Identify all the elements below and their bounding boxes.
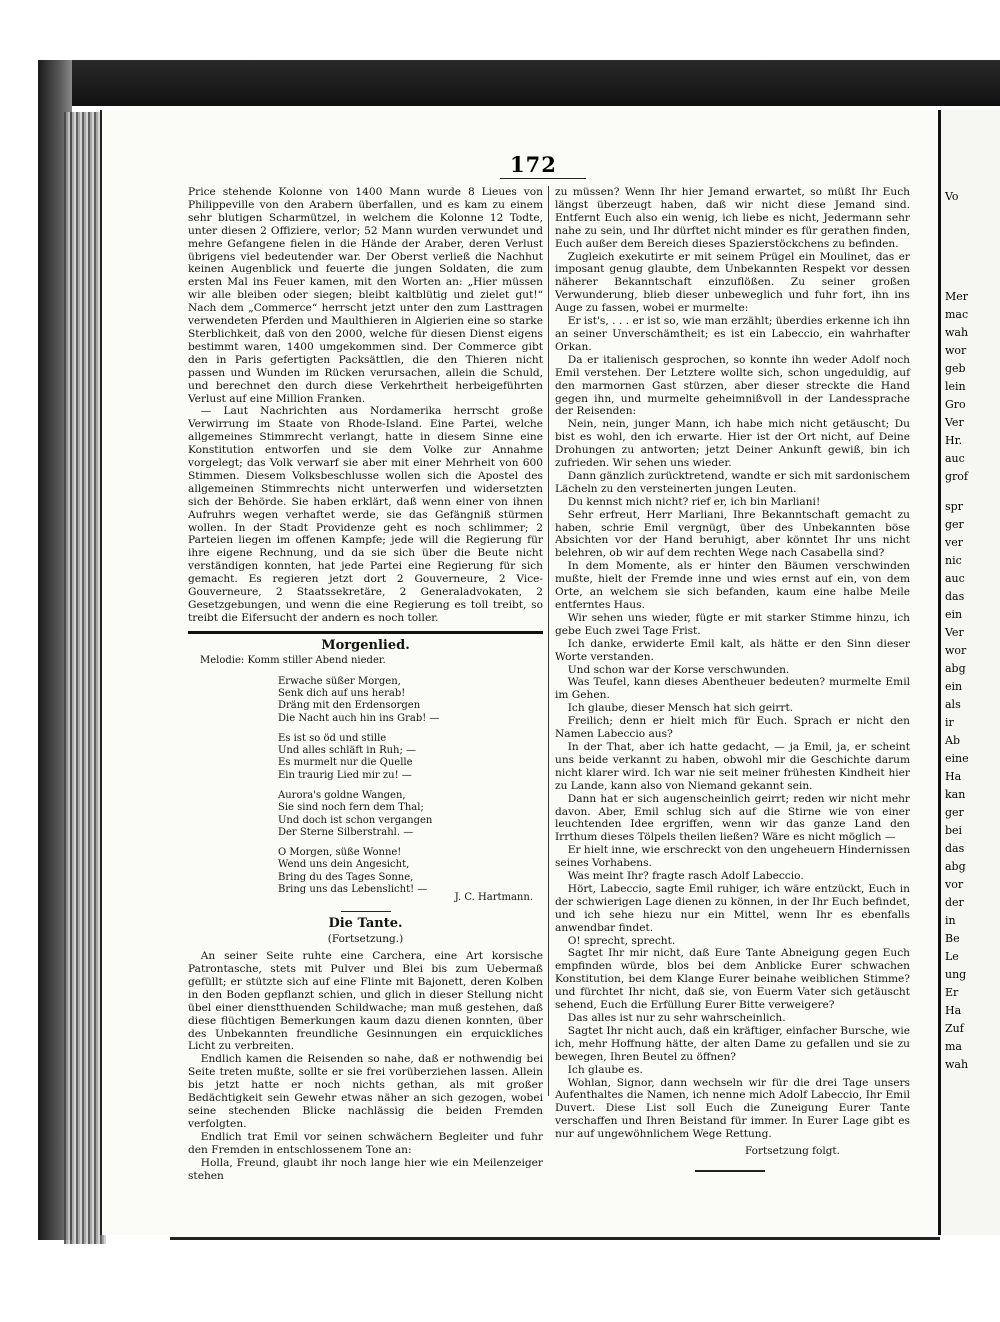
facing-page-fragment: ver bbox=[945, 536, 963, 549]
facing-page-fragment: das bbox=[945, 590, 965, 603]
facing-page-fragment: wor bbox=[945, 344, 967, 357]
story-paragraph: Du kennst mich nicht? rief er, ich bin Marliani! bbox=[567, 495, 821, 508]
continuation-note: Fortsetzung folgt. bbox=[744, 1145, 840, 1158]
facing-page-fragment: bei bbox=[945, 824, 963, 837]
news-paragraph: — Laut Nachrichten aus Nordamerika herrscht große Verwirrung im Staate von Rhode-Island. Eine Partei, welche allgemeines Stimmrecht verlangt, hatte in diesem Sinne eine Konstitution entworfen und sie dem Volke zur Annahme vorgelegt; das Volk verwarf sie aber mit einer Mehrheit von 600 Stimmen. Diesem Volksbeschlusse wollen sich die Apostel des allgemeinen Stimmrechts nicht unterwerfen und widersetzten sich der Behörde. Sie haben erklärt, daß wenn einer von ihnen Aufruhrs wegen verhaftet werde, sie das Gefängniß stürmen wollen. In der Stadt Providenze geht es noch schlimmer; 2 Parteien liegen im offenen Kampfe; jede will die Regierung für ihre eigene Rechnung, und da sie sich über die Beute nicht verständigen konnten, hat jede Partei eine Regierung für sich gemacht. Es regieren jetzt dort 2 Gouverneure, 2 Vice-Gouverneure, 2 Staatssekretäre, 2 Generaladvokaten, 2 Gesetzgebungen, und wenn die eine Regierung es toll treibt, so treibt die Eifersucht der andern es noch toller. bbox=[188, 405, 543, 624]
facing-page-fragment: Ver bbox=[945, 416, 964, 429]
facing-page-fragment: ein bbox=[945, 680, 963, 693]
page-bottom-border bbox=[170, 1237, 940, 1240]
page-number-rule bbox=[500, 178, 586, 179]
poem-line: Bring uns das Lebenslicht! — bbox=[278, 884, 428, 896]
facing-page-fragment: kan bbox=[945, 788, 966, 801]
facing-page-fragment: in bbox=[945, 914, 956, 927]
story-paragraph: Endlich trat Emil vor seinen schwächern Begleiter und fuhr den Fremden in entschlossenem Tone an: bbox=[188, 1130, 543, 1156]
poem-line: Und alles schläft in Ruh; — bbox=[278, 745, 417, 757]
story-paragraph: Das alles ist nur zu sehr wahrscheinlich. bbox=[567, 1012, 786, 1024]
section-divider bbox=[188, 631, 543, 634]
story-paragraph: Nein, nein, junger Mann, ich habe mich nicht getäuscht; Du bist es wohl, den ich erwarte. Hier ist der Ort nicht, auf Deine Drohungen zu antworten; jetzt Deiner Ankunft gewiß, bin ich zufrieden. Wir sehen uns wieder. bbox=[555, 418, 910, 470]
facing-page-fragment: Ab bbox=[945, 734, 960, 747]
story-paragraph: zu müssen? Wenn Ihr hier Jemand erwartet, so müßt Ihr Euch längst überzeugt haben, daß wir nicht diese Jemand sind. Entfernt Euch also ein wenig, ich liebe es nicht, Jedermann sehr nahe zu sein, und Ihr dürftet nicht minder es für gerathen finden, Euch außer dem Bereich dieses Spazierstöckchens zu befinden. bbox=[555, 186, 910, 250]
story-paragraph: Dann hat er sich augenscheinlich geirrt; reden wir nicht mehr davon. Aber, Emil schlug sich auf die Stirne wie von einer leuchtenden Idee ergriffen, wenn wir das ganze Land den Irrthum dieses Tölpels theilen ließen? Wäre es nicht möglich — bbox=[555, 792, 910, 844]
story-paragraph: Er hielt inne, wie erschreckt von den ungeheuern Hindernissen seines Vorhabens. bbox=[555, 844, 911, 870]
facing-page-fragment: auc bbox=[945, 572, 965, 585]
story-paragraph: Ich danke, erwiderte Emil kalt, als hätte er den Sinn dieser Worte verstanden. bbox=[555, 637, 910, 663]
story-title: Die Tante. bbox=[328, 916, 403, 932]
facing-page-fragment: ein bbox=[945, 608, 963, 621]
facing-page-fragment: wah bbox=[945, 326, 969, 339]
page-number: 172 bbox=[510, 152, 557, 177]
facing-page-fragment: ger bbox=[945, 806, 964, 819]
story-paragraph: Wir sehen uns wieder, fügte er mit starker Stimme hinzu, ich gebe Euch zwei Tage Frist. bbox=[555, 611, 910, 637]
facing-page-fragment: abg bbox=[945, 662, 966, 675]
facing-page-fragment: ir bbox=[945, 716, 954, 729]
news-paragraph: Price stehende Kolonne von 1400 Mann wurde 8 Lieues von Philippeville von den Arabern überfallen, und es kam zu einem sehr blutigen Scharmützel, in welchem die Kolonne 12 Todte, unter diesen 2 Offiziere, verlor; 52 Mann wurden verwundet und mehre Gefangene fielen in die Hände der Araber, deren Verlust übrigens viel bedeutender war. Der Oberst verließ die Nachhut keinen Augenblick und feuerte die jungen Soldaten, die zum ersten Mal ins Feuer kamen, mit den Worten an: „Hier müssen wir alle bleiben oder siegen; bleibt kaltblütig und zielet gut!“ Nach dem „Commerce“ herrscht jetzt unter den zum Lasttragen verwendeten Pferden und Maulthieren in Algierien eine so starke Sterblichkeit, daß von den 2000, welche für diesen Dienst eigens bestimmt waren, 1400 umgekommen sind. Der Commerce gibt den in Paris gefertigten Packsättlen, die den Thieren nicht passen und Wunden im Rücken verursachen, allein die Schuld, und berechnet den durch diese Verkehrtheit herbeigeführten Verlust auf eine Million Franken. bbox=[188, 186, 543, 405]
facing-page-edge bbox=[938, 110, 1000, 1235]
story-paragraph: Zugleich exekutirte er mit seinem Prügel ein Moulinet, das er imposant genug glaubte, dem Unbekannten Respekt vor dessen näherer Bekanntschaft einzuflößen. Zu seiner großen Verwunderung, blieb dieser unbeweglich und fuhr fort, ihn ins Auge zu fassen, wobei er murmelte: bbox=[555, 250, 910, 315]
story-paragraph: Hört, Labeccio, sagte Emil ruhiger, ich wäre entzückt, Euch in der schwierigen Lage dienen zu können, in der Ihr Euch befindet, und ich sehe hiezu nur ein Mittel, wenn Ihr es ebenfalls anwendbar findet. bbox=[555, 882, 910, 934]
poem-line: Ein traurig Lied mir zu! — bbox=[278, 769, 412, 781]
poem-line: Es murmelt nur die Quelle bbox=[278, 757, 413, 769]
facing-page-fragment: geb bbox=[945, 362, 966, 375]
poem-melody: Melodie: Komm stiller Abend nieder. bbox=[200, 654, 386, 666]
facing-page-fragment: ger bbox=[945, 518, 964, 531]
column-divider bbox=[548, 186, 549, 1096]
facing-page-fragment: eine bbox=[945, 752, 969, 765]
facing-page-fragment: mac bbox=[945, 308, 969, 321]
poem-line: Und doch ist schon vergangen bbox=[278, 814, 433, 826]
story-paragraph: Und schon war der Korse verschwunden. bbox=[567, 663, 790, 676]
poem-line: Aurora's goldne Wangen, bbox=[278, 790, 406, 801]
left-column bbox=[188, 186, 543, 1182]
poem-author: J. C. Hartmann. bbox=[454, 892, 533, 904]
facing-page-fragment: vor bbox=[945, 878, 964, 891]
story-paragraph: Holla, Freund, glaubt ihr noch lange hier wie ein Meilenzeiger stehen bbox=[188, 1156, 543, 1182]
facing-page-fragment: der bbox=[945, 896, 964, 909]
poem-line: Sie sind noch fern dem Thal; bbox=[278, 802, 424, 814]
story-paragraph: Sehr erfreut, Herr Marliani, Ihre Bekanntschaft gemacht zu haben, schrie Emil vergnügt, über des Unbekannten böse Absichten vor der Hand beruhigt, aber könntet Ihr uns nicht belehren, ob wir auf dem rechten Wege nach Casabella sind? bbox=[555, 508, 910, 560]
poem-line: Wend uns dein Angesicht, bbox=[278, 859, 410, 871]
facing-page-fragment: Hr. bbox=[945, 434, 963, 447]
poem-line: Dräng mit den Erdensorgen bbox=[278, 700, 421, 712]
facing-page-fragment: grof bbox=[945, 470, 968, 483]
poem-line: Es ist so öd und stille bbox=[278, 732, 387, 744]
facing-page-fragment: ma bbox=[945, 1040, 962, 1053]
poem-line: Senk dich auf uns herab! bbox=[278, 687, 406, 699]
facing-page-fragment: wah bbox=[945, 1058, 969, 1071]
facing-page-fragment: Er bbox=[945, 986, 959, 999]
story-paragraph: Da er italienisch gesprochen, so konnte ihn weder Adolf noch Emil verstehen. Der Letztere wollte sich, schon ungeduldig, auf den marmornen Gast stürzen, aber dieser streckte die Hand gegen ihn, und murmelte geheimnißvoll in der Landessprache der Reisenden: bbox=[555, 353, 910, 418]
right-column bbox=[555, 186, 910, 1172]
facing-page-fragment: Ver bbox=[945, 626, 964, 639]
story-title-rule bbox=[341, 911, 391, 912]
story-paragraph: O! sprecht, sprecht. bbox=[567, 934, 676, 947]
poem-stanza bbox=[278, 733, 543, 782]
facing-page-fragment: Zuf bbox=[945, 1022, 964, 1035]
story-paragraph: Er ist's, . . . er ist so, wie man erzählt; überdies erkenne ich ihn an seiner Unverschämtheit; es ist ein Labeccio, ein wahrhafter Orkan. bbox=[555, 315, 910, 353]
story-paragraph: Freilich; denn er hielt mich für Euch. Sprach er nicht den Namen Labeccio aus? bbox=[555, 715, 910, 741]
poem-line: Der Sterne Silberstrahl. — bbox=[278, 826, 414, 838]
facing-page-fragment: Gro bbox=[945, 398, 966, 411]
story-paragraph: Endlich kamen die Reisenden so nahe, daß er nothwendig bei Seite treten mußte, sollte er sie frei vorüberziehen lassen. Allein bis jetzt hatte er noch nichts gethan, als mit großer Bedächtigkeit sein Gewehr etwas näher an sich gezogen, wobei seine stechenden Blicke nachlässig die beiden Fremden verfolgten. bbox=[188, 1053, 543, 1130]
poem-line: Bring du des Tages Sonne, bbox=[278, 871, 414, 883]
poem-title: Morgenlied. bbox=[321, 637, 410, 653]
poem-line: Die Nacht auch hin ins Grab! — bbox=[278, 712, 440, 724]
story-paragraph: Sagtet Ihr nicht auch, daß ein kräftiger, einfacher Bursche, wie ich, mehr Hoffnung hätte, der alten Dame zu gefallen und sie zu bewegen, Ihren Beutel zu öffnen? bbox=[555, 1024, 910, 1063]
story-paragraph: Was meint Ihr? fragte rasch Adolf Labeccio. bbox=[567, 870, 804, 883]
facing-page-fragment: als bbox=[945, 698, 961, 711]
story-paragraph: Was Teufel, kann dieses Abentheuer bedeuten? murmelte Emil im Gehen. bbox=[555, 676, 910, 702]
facing-page-fragment: Ha bbox=[945, 1004, 962, 1017]
facing-page-fragment: Vo bbox=[945, 190, 959, 203]
end-rule bbox=[695, 1170, 765, 1172]
poem-stanza bbox=[278, 676, 543, 725]
facing-page-fragment: nic bbox=[945, 554, 962, 567]
story-paragraph: An seiner Seite ruhte eine Carchera, eine Art korsische Patrontasche, stets mit Pulver und Blei bis zum Uebermaß gefüllt; er stützte sich auf eine Flinte mit Bajonett, deren Kolben in den Boden gepflanzt schien, und glich in dieser Stellung nicht übel einer dienstthuenden Schildwache; man muß gestehen, daß diese flüchtigen Bemerkungen kaum dazu dienen konnten, über des Unbekannten freundliche Gesinnungen ein erquickliches Licht zu verbreiten. bbox=[188, 950, 543, 1053]
poem-body bbox=[278, 676, 543, 897]
facing-page-fragment: das bbox=[945, 842, 965, 855]
story-continued: (Fortsetzung.) bbox=[327, 933, 404, 946]
facing-page-fragment: auc bbox=[945, 452, 965, 465]
poem-line: Erwache süßer Morgen, bbox=[278, 675, 401, 687]
scan-border-top bbox=[38, 60, 1000, 106]
facing-page-fragment: wor bbox=[945, 644, 967, 657]
story-paragraph: Sagtet Ihr mir nicht, daß Eure Tante Abneigung gegen Euch empfinden würde, blos bei dem Anblicke Eurer schwachen Konstitution, bei dem Klange Eurer beinahe weiblichen Stimme? und fürchtet Ihr nicht, daß sie, von Euerm Vater sich getäuscht sehend, Euch die Erfüllung Eurer Bitte verweigere? bbox=[555, 947, 910, 1012]
story-paragraph: Dann gänzlich zurücktretend, wandte er sich mit sardonischem Lächeln zu den versteinerten jungen Leuten. bbox=[555, 469, 910, 495]
poem-stanza bbox=[278, 847, 543, 896]
facing-page-fragment: abg bbox=[945, 860, 966, 873]
facing-page-fragment: Be bbox=[945, 932, 960, 945]
poem-stanza bbox=[278, 790, 543, 839]
story-paragraph: Wohlan, Signor, dann wechseln wir für die drei Tage unsers Aufenthaltes die Namen, ich nenne mich Adolf Labeccio, Ihr Emil Duvert. Diese List soll Euch die Zuneigung Eurer Tante verschaffen und Ihren Beistand für immer. In Eurer Lage gibt es nur auf ungewöhnlichem Wege Rettung. bbox=[555, 1076, 910, 1141]
story-paragraph: In dem Momente, als er hinter den Bäumen verschwinden mußte, hielt der Fremde inne und wies ernst auf ein, von dem Orte, an welchem sie sich befanden, kaum eine halbe Meile entferntes Haus. bbox=[555, 560, 910, 611]
facing-page-fragment: lein bbox=[945, 380, 966, 393]
story-paragraph: Ich glaube, dieser Mensch hat sich geirrt. bbox=[567, 702, 794, 715]
poem-line: O Morgen, süße Wonne! bbox=[278, 847, 402, 859]
facing-page-fragment: Le bbox=[945, 950, 959, 963]
facing-page-fragment: spr bbox=[945, 500, 963, 513]
facing-page-fragment: Ha bbox=[945, 770, 962, 783]
story-paragraph: In der That, aber ich hatte gedacht, — ja Emil, ja, er scheint uns beide verkannt zu haben, obwohl mir die Geschichte darum nicht klarer wird. Ich war nie seit meiner frühesten Kindheit hier zu Lande, kann also von Niemand gekannt sein. bbox=[555, 740, 910, 792]
story-paragraph: Ich glaube es. bbox=[567, 1063, 643, 1076]
facing-page-fragment: ung bbox=[945, 968, 967, 981]
facing-page-fragment: Mer bbox=[945, 290, 969, 303]
